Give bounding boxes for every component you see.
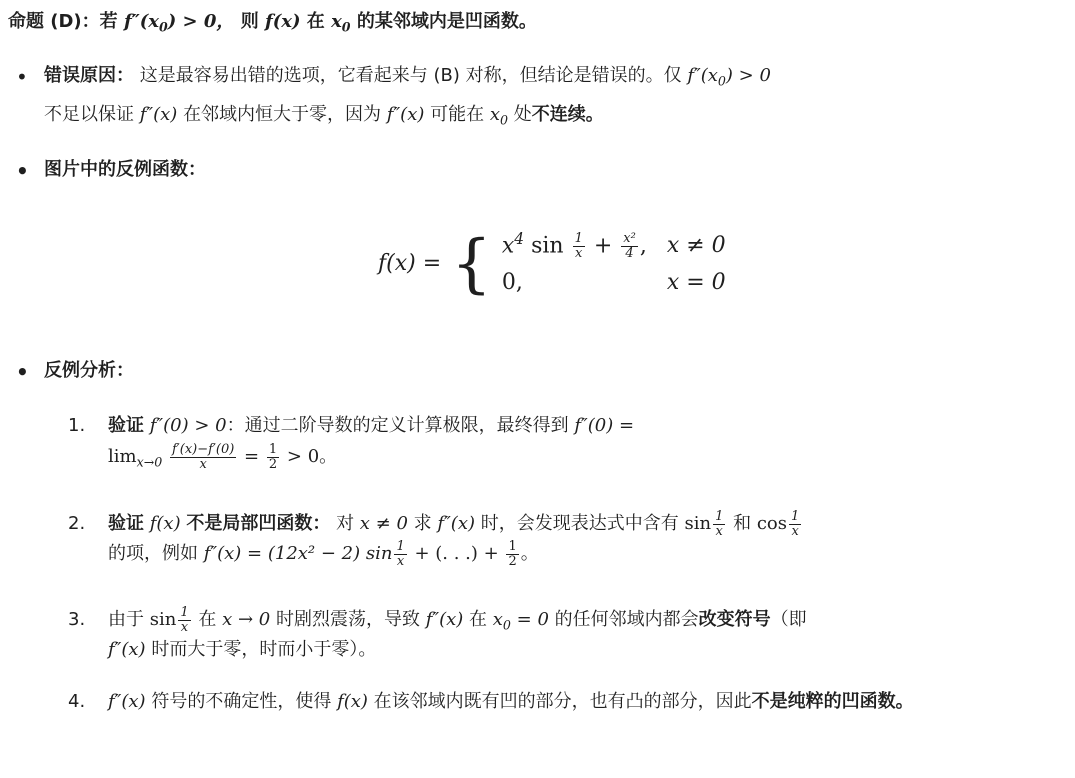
bullet1-text5: 处 (513, 104, 532, 126)
bullet-analysis (16, 357, 134, 384)
heading-math-3: f(x) (264, 11, 301, 32)
list-item-number: 2. (68, 513, 86, 534)
list-item-number: 3. (68, 609, 86, 630)
bullet1-math2: f″(x) (139, 104, 178, 126)
heading-math-1: $f''(x_0) > 0$， (123, 11, 235, 35)
bullet1-emph: 不连续。 (531, 104, 604, 126)
formula-case1-expr: $x^4$ sin $\frac{1}{x}$ + $\frac{\text{x²}}{4}$ , (501, 230, 647, 261)
list-item-number: 1. (68, 415, 86, 436)
formula-lhs: f(x) = (378, 251, 442, 277)
bullet-dot: • (16, 360, 29, 384)
bullet1-math1: $f''(x_0) > 0$ (687, 65, 771, 89)
bullet1-label: 错误原因： (44, 65, 134, 86)
bullet1-text4: 可能在 (430, 104, 485, 126)
formula-case2-expr: 0, (501, 270, 523, 296)
heading-mid: 则 (240, 11, 259, 32)
heading-mid-2: 在 (306, 11, 325, 32)
bullet-dot: • (16, 65, 28, 89)
bullet1-math4: $x_0$ (489, 104, 509, 129)
heading-math-4: $x_0$ (331, 11, 351, 35)
piecewise-formula (368, 226, 736, 301)
bullet1-text1: 这是最容易出错的选项，它看起来与 (B) 对称，但结论是错误的。仅 (139, 65, 682, 86)
bullet-counterexample (16, 156, 206, 183)
bullet3-label: 反例分析： (44, 360, 134, 381)
heading-label: 命题 (D)：若 (8, 11, 118, 32)
bullet-error-reason (16, 62, 1044, 131)
bullet-dot: • (16, 159, 29, 183)
bullet1-text3: 在邻域内恒大于零，因为 (183, 104, 382, 126)
brace-symbol: { (451, 226, 492, 301)
bullet1-text2: 不足以保证 (44, 104, 134, 126)
proposition-heading (8, 8, 537, 37)
bullet2-label: 图片中的反例函数： (44, 159, 206, 180)
bullet1-math3: f″(x) (386, 104, 425, 126)
formula-case2-cond: x = 0 (666, 270, 726, 296)
formula-case1-cond: x ≠ 0 (666, 232, 726, 258)
heading-tail: 的某邻域内是凹函数。 (356, 11, 537, 32)
list-item-number: 4. (68, 691, 86, 712)
